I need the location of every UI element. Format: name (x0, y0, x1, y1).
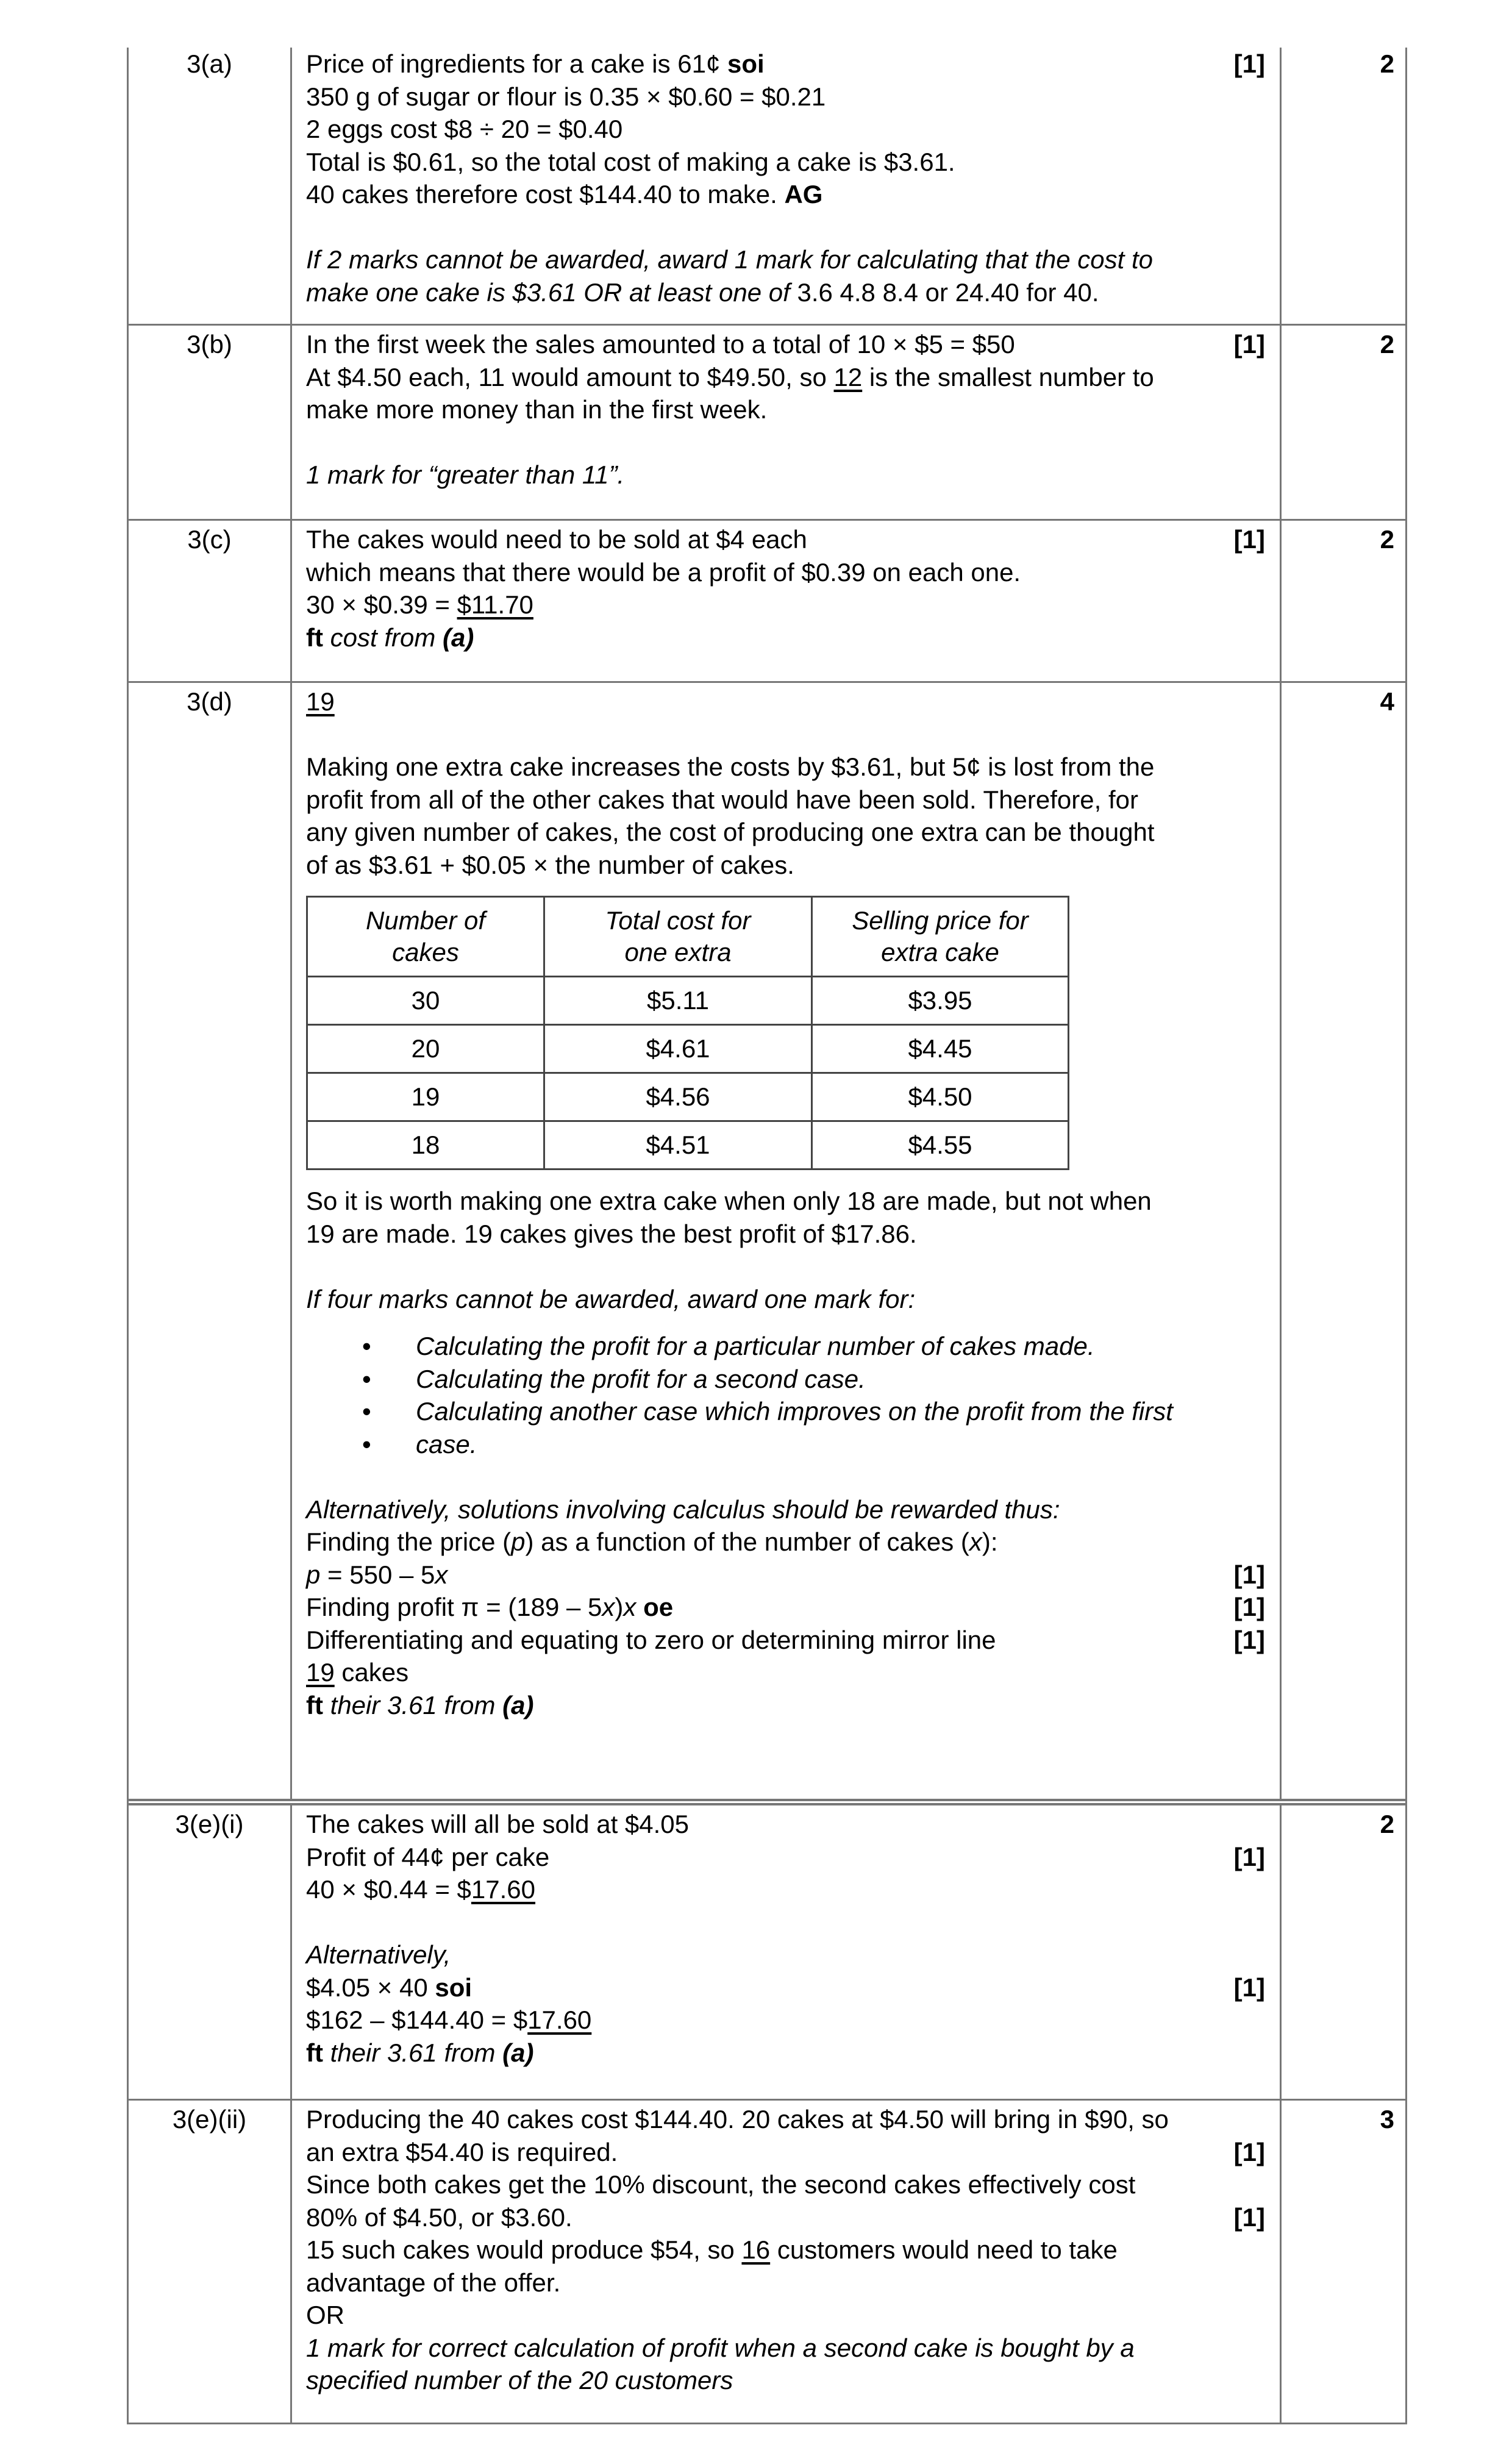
list-item: • Calculating the profit for a particular number of cakes made. (306, 1330, 1265, 1363)
table-cell: $4.50 (812, 1073, 1069, 1121)
list-item: • Calculating another case which improves on the profit from the first (306, 1395, 1265, 1428)
answer-line: In the first week the sales amounted to a total of 10 × $5 = $50 [1] (306, 328, 1265, 361)
table-cell: 20 (307, 1025, 544, 1073)
answer-line: The cakes will all be sold at $4.05 (306, 1810, 690, 1838)
total-marks: 2 (1380, 525, 1394, 554)
table-cell: 30 (307, 977, 544, 1025)
total-marks: 2 (1380, 1810, 1394, 1838)
total-marks: 2 (1380, 49, 1394, 78)
mark-label: [1] (1233, 49, 1265, 78)
answer-line: which means that there would be a profit of $0.39 on each one. (306, 557, 1021, 587)
question-number: 3(a) (129, 48, 292, 324)
total-marks: 4 (1380, 687, 1394, 716)
guidance-note: specified number of the 20 customers (306, 2366, 733, 2394)
answer-line: 350 g of sugar or flour is 0.35 × $0.60 = $0.21 (306, 82, 826, 111)
final-answer: 19 (306, 687, 335, 716)
answer-line: At $4.50 each, 11 would amount to $49.50, so 12 is the smallest number to (306, 362, 1154, 391)
table-row (307, 1073, 1069, 1121)
table-row (307, 977, 1069, 1025)
table-cell: $3.95 (812, 977, 1069, 1025)
answer-line: 19 cakes (306, 1658, 409, 1687)
explanation-line: of as $3.61 + $0.05 × the number of cakes. (306, 850, 794, 879)
table-row (129, 521, 1405, 683)
answer-line: make more money than in the first week. (306, 395, 768, 424)
table-cell: 18 (307, 1121, 544, 1170)
answer-cell (292, 683, 1282, 1799)
explanation-line: So it is worth making one extra cake when only 18 are made, but not when (306, 1187, 1152, 1215)
table-cell: $4.51 (544, 1121, 812, 1170)
answer-line: Price of ingredients for a cake is 61¢ soi [1] (306, 48, 1265, 80)
answer-line: The cakes would need to be sold at $4 each [1] (306, 523, 1265, 556)
follow-through-note: ft cost from (a) (306, 623, 474, 652)
table-row (129, 2101, 1405, 2424)
answer-line: an extra $54.40 is required. [1] (306, 2136, 1265, 2169)
mark-label: [1] (1233, 1842, 1265, 1871)
guidance-note: If 2 marks cannot be awarded, award 1 mark for calculating that the cost to (306, 245, 1154, 274)
total-marks: 2 (1380, 330, 1394, 359)
mark-label: [1] (1233, 2137, 1265, 2166)
answer-line: $4.05 × 40 soi [1] (306, 1971, 1265, 2004)
answer-line: 30 × $0.39 = $11.70 (306, 590, 533, 619)
guidance-note: 1 mark for “greater than 11”. (306, 460, 625, 489)
mark-label: [1] (1233, 1973, 1265, 2002)
answer-line: 80% of $4.50, or $3.60. [1] (306, 2201, 1265, 2234)
guidance-note: Alternatively, solutions involving calculus should be rewarded thus: (306, 1494, 1060, 1524)
bullet-list (306, 1330, 1265, 1460)
table-cell: $5.11 (544, 977, 812, 1025)
answer-line: 40 × $0.44 = $17.60 (306, 1875, 536, 1904)
answer-line: advantage of the offer. (306, 2268, 561, 2297)
table-row (129, 326, 1405, 521)
answer-line: 2 eggs cost $8 ÷ 20 = $0.40 (306, 115, 623, 143)
answer-line: 40 cakes therefore cost $144.40 to make. AG (306, 180, 823, 209)
cost-table (306, 896, 1069, 1170)
answer-cell (292, 1805, 1282, 2099)
answer-line: Producing the 40 cakes cost $144.40. 20 cakes at $4.50 will bring in $90, so (306, 2105, 1169, 2134)
question-number: 3(e)(i) (129, 1805, 292, 2099)
table-row (307, 1121, 1069, 1170)
follow-through-note: ft their 3.61 from (a) (306, 2038, 534, 2067)
table-cell: $4.55 (812, 1121, 1069, 1170)
answer-line: Finding profit π = (189 – 5x)x oe [1] (306, 1591, 1265, 1624)
guidance-note: Alternatively, (306, 1940, 451, 1969)
question-number: 3(c) (129, 521, 292, 681)
question-number: 3(b) (129, 326, 292, 519)
mark-label: [1] (1233, 1625, 1265, 1654)
column-header: Number of cakes (307, 897, 544, 977)
answer-line: Since both cakes get the 10% discount, the second cakes effectively cost (306, 2170, 1136, 2199)
answer-cell (292, 48, 1282, 324)
table-row (129, 683, 1405, 1805)
guidance-note: If four marks cannot be awarded, award one mark for: (306, 1284, 916, 1313)
guidance-note: make one cake is $3.61 OR at least one of 3.6 4.8 8.4 or 24.40 for 40. (306, 277, 1099, 307)
answer-line: Total is $0.61, so the total cost of making a cake is $3.61. (306, 147, 955, 176)
explanation-line: 19 are made. 19 cakes gives the best profit of $17.86. (306, 1219, 917, 1248)
explanation-line: profit from all of the other cakes that would have been sold. Therefore, for (306, 785, 1138, 814)
column-header: Selling price for extra cake (812, 897, 1069, 977)
table-cell: $4.45 (812, 1025, 1069, 1073)
list-item: • Calculating the profit for a second case. (306, 1363, 1265, 1396)
mark-label: [1] (1233, 330, 1265, 359)
answer-line: $162 – $144.40 = $17.60 (306, 2005, 592, 2034)
table-row (307, 1025, 1069, 1073)
answer-line: 15 such cakes would produce $54, so 16 customers would need to take (306, 2235, 1118, 2264)
answer-line: Differentiating and equating to zero or determining mirror line [1] (306, 1624, 1265, 1657)
answer-cell (292, 521, 1282, 681)
answer-line: Profit of 44¢ per cake [1] (306, 1841, 1265, 1874)
answer-cell (292, 326, 1282, 519)
table-header-row (307, 897, 1069, 977)
table-row (129, 48, 1405, 326)
table-cell: $4.56 (544, 1073, 812, 1121)
table-row (129, 1805, 1405, 2101)
question-number: 3(e)(ii) (129, 2101, 292, 2423)
list-item-continuation: • case. (306, 1428, 1265, 1461)
answer-line: p = 550 – 5x [1] (306, 1559, 1265, 1591)
answer-cell (292, 2101, 1282, 2423)
answer-line: Finding the price (p) as a function of the number of cakes (x): (306, 1527, 998, 1556)
mark-label: [1] (1233, 2202, 1265, 2232)
column-header: Total cost for one extra (544, 897, 812, 977)
total-marks: 3 (1380, 2105, 1394, 2134)
table-cell: $4.61 (544, 1025, 812, 1073)
explanation-line: Making one extra cake increases the costs by $3.61, but 5¢ is lost from the (306, 752, 1155, 781)
follow-through-note: ft their 3.61 from (a) (306, 1690, 534, 1719)
mark-label: [1] (1233, 1593, 1265, 1621)
table-cell: 19 (307, 1073, 544, 1121)
explanation-line: any given number of cakes, the cost of producing one extra can be thought (306, 818, 1155, 846)
question-number: 3(d) (129, 683, 292, 1799)
mark-label: [1] (1233, 1560, 1265, 1589)
guidance-note: 1 mark for correct calculation of profit when a second cake is bought by a (306, 2333, 1135, 2362)
mark-scheme-table (127, 48, 1407, 2424)
answer-line: OR (306, 2301, 344, 2329)
mark-label: [1] (1233, 525, 1265, 554)
